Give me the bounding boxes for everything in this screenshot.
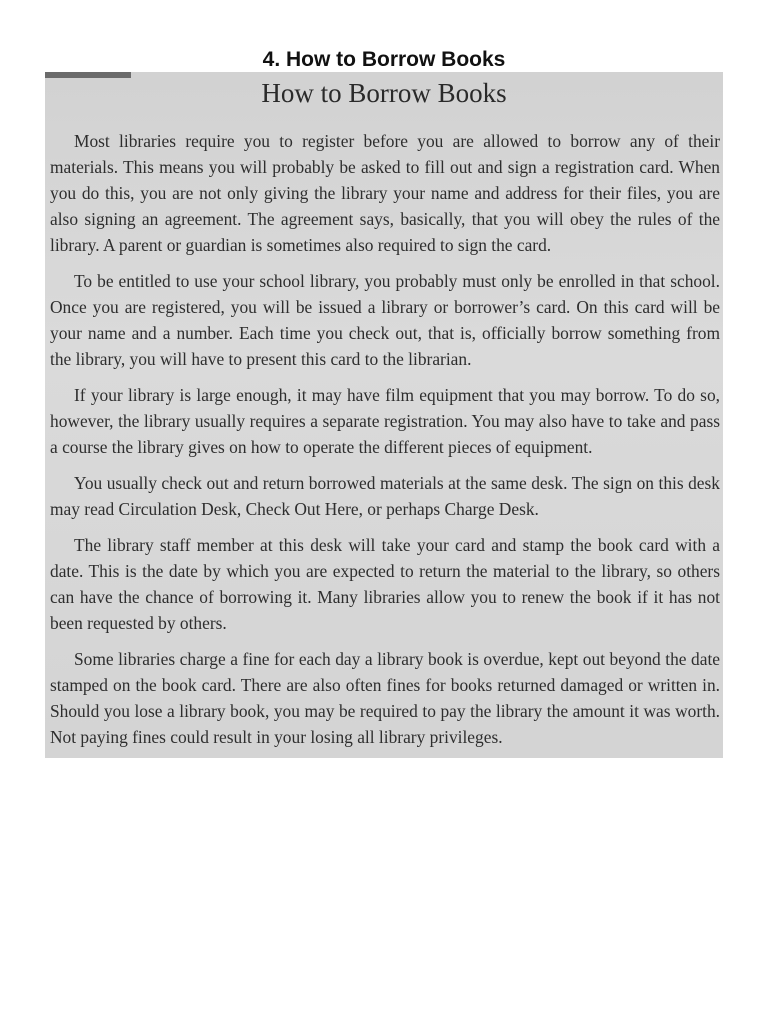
paragraph-register: Most libraries require you to register before you are allowed to borrow any of their materials. This means you will probably be asked to fill out and sign a registration card. When you do this, you are not only giving the library your name and address for their files, you are also signing an agreement. The agreement says, basically, that you will obey the rules of the library. A parent or guardian is sometimes also required to sign the card. <box>50 131 720 255</box>
page-heading: 4. How to Borrow Books <box>262 48 506 71</box>
paragraph-checkout-desk: You usually check out and return borrowed materials at the same desk. The sign on this desk may read Circulation Desk, Check Out Here, or perhaps Charge Desk. <box>50 473 720 519</box>
paragraph-school-library: To be entitled to use your school library, you probably must only be enrolled in that school. Once you are registered, you will be issued a library or borrower’s card. On this card will be your name and a number. Each time you check out, that is, officially borrow something from the library, you will have to present this card to the librarian. <box>50 271 720 369</box>
scanned-page-image <box>45 72 723 758</box>
scan-title: How to Borrow Books <box>261 78 507 108</box>
paragraph-fines: Some libraries charge a fine for each day a library book is overdue, kept out beyond the date stamped on the book card. There are also often fines for books returned damaged or written in. Should you lose a library book, you may be required to pay the library the amount it was worth. Not paying fines could result in your losing all library privileges. <box>50 649 720 747</box>
paragraph-film-equipment: If your library is large enough, it may have film equipment that you may borrow. To do so, however, the library usually requires a separate registration. You may also have to take and pass a course the library gives on how to operate the different pieces of equipment. <box>50 385 720 457</box>
paragraph-stamp-date: The library staff member at this desk will take your card and stamp the book card with a date. This is the date by which you are expected to return the material to the library, so others can have the chance of borrowing it. Many libraries allow you to renew the book if it has not been requested by others. <box>50 535 720 633</box>
scan-body-text <box>50 128 720 758</box>
